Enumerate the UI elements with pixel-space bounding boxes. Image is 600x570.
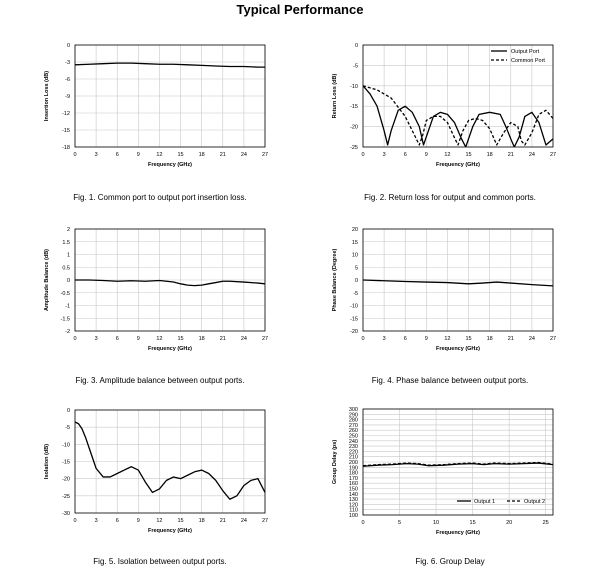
y-tick-label: 0	[66, 43, 70, 49]
x-tick-label: 15	[177, 152, 184, 158]
series-line-output-port	[363, 86, 553, 147]
y-tick-label: 210	[348, 454, 358, 461]
y-tick-label: -25	[350, 145, 358, 151]
y-tick-label: -20	[62, 476, 70, 483]
series-line-1	[75, 63, 265, 67]
x-tick-label: 15	[465, 152, 472, 158]
x-tick-label: 25	[542, 520, 549, 526]
page-title: Typical Performance	[236, 2, 364, 17]
y-tick-label: -5	[353, 290, 358, 297]
x-tick-label: 9	[136, 336, 140, 342]
x-tick-label: 9	[424, 152, 428, 158]
amplitude-balance-chart	[30, 225, 270, 360]
y-tick-label: 290	[348, 412, 358, 419]
y-tick-label: 170	[348, 475, 358, 482]
y-tick-label: -30	[62, 511, 70, 517]
x-tick-label: 18	[198, 518, 205, 524]
x-tick-label: 3	[382, 152, 386, 158]
y-tick-label: -20	[350, 329, 358, 335]
x-tick-label: 9	[424, 336, 428, 342]
figure-caption-1: Fig. 1. Common port to output port insertion loss.	[73, 193, 247, 202]
y-tick-label: 15	[351, 239, 358, 246]
y-tick-label: 20	[351, 227, 358, 233]
x-tick-label: 12	[156, 518, 163, 524]
y-tick-label: 140	[348, 491, 358, 498]
x-tick-label: 21	[219, 152, 226, 158]
return-loss-chart	[318, 40, 558, 190]
x-axis-label: Frequency (GHz)	[435, 346, 481, 352]
y-tick-label: -1	[65, 303, 70, 310]
y-tick-label: 150	[348, 486, 358, 493]
x-axis-label: Frequency (GHz)	[147, 346, 193, 352]
x-tick-label: 12	[156, 336, 163, 342]
y-axis-label: Return Loss (dB)	[332, 73, 338, 119]
y-tick-label: 110	[349, 507, 358, 514]
x-tick-label: 24	[240, 336, 247, 342]
x-tick-label: 9	[136, 152, 140, 158]
y-tick-label: -10	[350, 83, 358, 90]
y-tick-label: -10	[350, 303, 358, 310]
x-tick-label: 12	[444, 336, 451, 342]
x-tick-label: 0	[73, 336, 77, 342]
y-tick-label: 1	[66, 252, 70, 259]
x-tick-label: 3	[94, 152, 98, 158]
legend-label: Output 1	[474, 499, 496, 505]
x-tick-label: 21	[507, 152, 514, 158]
series-line-common-port	[363, 86, 553, 145]
x-tick-label: 0	[73, 152, 77, 158]
group-delay-chart	[318, 404, 558, 544]
y-axis-label: Group Delay (ps)	[332, 439, 338, 485]
legend-label: Output Port	[511, 49, 540, 55]
x-axis-label: Frequency (GHz)	[147, 162, 193, 168]
x-tick-label: 15	[469, 520, 476, 526]
y-tick-label: -12	[62, 111, 70, 117]
legend-label: Common Port	[511, 58, 545, 64]
x-tick-label: 18	[486, 152, 493, 158]
y-tick-label: -15	[62, 128, 70, 134]
y-tick-label: -0.5	[60, 290, 70, 297]
y-tick-label: 260	[348, 428, 358, 435]
y-tick-label: 240	[348, 438, 358, 445]
x-tick-label: 0	[361, 152, 365, 158]
x-axis-label: Frequency (GHz)	[435, 530, 481, 536]
figure-caption-4: Fig. 4. Phase balance between output ports.	[371, 376, 529, 385]
legend-label: Output 2	[524, 499, 546, 505]
x-tick-label: 6	[115, 518, 119, 524]
y-tick-label: -6	[65, 77, 70, 83]
y-tick-label: 250	[348, 433, 358, 440]
y-tick-label: 220	[348, 449, 358, 456]
x-tick-label: 6	[115, 336, 119, 342]
x-tick-label: 0	[361, 336, 365, 342]
y-tick-label: -25	[62, 493, 70, 500]
x-tick-label: 27	[549, 336, 557, 342]
y-tick-label: 0	[354, 278, 358, 284]
y-tick-label: 0.5	[62, 265, 70, 272]
y-tick-label: 300	[348, 407, 358, 413]
y-tick-label: -18	[62, 145, 70, 151]
y-tick-label: 100	[348, 513, 358, 519]
x-tick-label: 15	[465, 336, 472, 342]
x-tick-label: 12	[156, 152, 163, 158]
y-tick-label: 230	[348, 444, 358, 451]
x-tick-label: 18	[198, 152, 205, 158]
y-tick-label: 5	[354, 265, 358, 272]
y-tick-label: 270	[348, 422, 358, 429]
series-line-1	[75, 422, 265, 499]
x-tick-label: 24	[240, 518, 247, 524]
x-tick-label: 21	[219, 518, 226, 524]
series-line-1	[363, 280, 553, 286]
x-tick-label: 24	[240, 152, 247, 158]
x-tick-label: 6	[115, 152, 119, 158]
y-tick-label: -20	[350, 124, 358, 131]
x-tick-label: 21	[219, 336, 226, 342]
y-tick-label: 0	[66, 408, 70, 414]
x-tick-label: 27	[261, 518, 269, 524]
x-tick-label: 20	[506, 520, 513, 526]
isolation-chart	[30, 404, 270, 544]
x-tick-label: 24	[528, 152, 535, 158]
figure-caption-5: Fig. 5. Isolation between output ports.	[93, 557, 227, 566]
y-tick-label: 160	[348, 481, 358, 488]
x-tick-label: 3	[94, 336, 98, 342]
series-line-1	[75, 280, 265, 286]
y-tick-label: -15	[62, 459, 70, 466]
y-tick-label: 1.5	[62, 239, 70, 246]
x-axis-label: Frequency (GHz)	[435, 162, 481, 168]
x-tick-label: 6	[403, 336, 407, 342]
x-tick-label: 6	[403, 152, 407, 158]
y-tick-label: 2	[66, 227, 70, 233]
y-axis-label: Phase Balance (Degree)	[332, 248, 338, 312]
x-tick-label: 27	[261, 336, 269, 342]
x-tick-label: 18	[486, 336, 493, 342]
y-axis-label: Amplitude Balance (dB)	[44, 248, 50, 312]
x-tick-label: 3	[382, 336, 386, 342]
x-tick-label: 9	[136, 518, 140, 524]
insertion-loss-chart	[30, 40, 270, 190]
y-tick-label: 190	[348, 465, 358, 472]
x-tick-label: 10	[433, 520, 440, 526]
phase-balance-chart	[318, 225, 558, 360]
x-tick-label: 27	[261, 152, 269, 158]
y-tick-label: -9	[65, 94, 70, 100]
y-tick-label: 0	[354, 43, 358, 49]
x-tick-label: 21	[507, 336, 514, 342]
x-tick-label: 0	[361, 520, 365, 526]
y-tick-label: -2	[65, 329, 70, 335]
x-axis-label: Frequency (GHz)	[147, 528, 193, 534]
figure-caption-6: Fig. 6. Group Delay	[415, 557, 485, 566]
y-tick-label: 280	[348, 417, 358, 424]
x-tick-label: 15	[177, 336, 184, 342]
y-tick-label: -1.5	[60, 316, 70, 323]
y-tick-label: 180	[348, 470, 358, 477]
y-tick-label: -3	[65, 60, 70, 66]
y-tick-label: 120	[348, 502, 358, 509]
x-tick-label: 12	[444, 152, 451, 158]
y-axis-label: Isolation (dB)	[44, 443, 50, 480]
y-axis-label: Insertion Loss (dB)	[44, 70, 50, 122]
y-tick-label: 10	[351, 252, 358, 259]
x-tick-label: 3	[94, 518, 98, 524]
y-tick-label: -15	[350, 316, 358, 323]
figure-caption-2: Fig. 2. Return loss for output and common ports.	[364, 193, 536, 202]
x-tick-label: 24	[528, 336, 535, 342]
figure-caption-3: Fig. 3. Amplitude balance between output ports.	[75, 376, 245, 385]
y-tick-label: 0	[66, 278, 70, 284]
x-tick-label: 15	[177, 518, 184, 524]
y-tick-label: -5	[353, 63, 358, 70]
x-tick-label: 5	[398, 520, 402, 526]
y-tick-label: -10	[62, 442, 70, 449]
y-tick-label: -15	[350, 104, 358, 111]
y-tick-label: 200	[348, 460, 358, 466]
y-tick-label: 130	[348, 497, 358, 504]
x-tick-label: 0	[73, 518, 77, 524]
x-tick-label: 27	[549, 152, 557, 158]
y-tick-label: -5	[65, 425, 70, 432]
x-tick-label: 18	[198, 336, 205, 342]
